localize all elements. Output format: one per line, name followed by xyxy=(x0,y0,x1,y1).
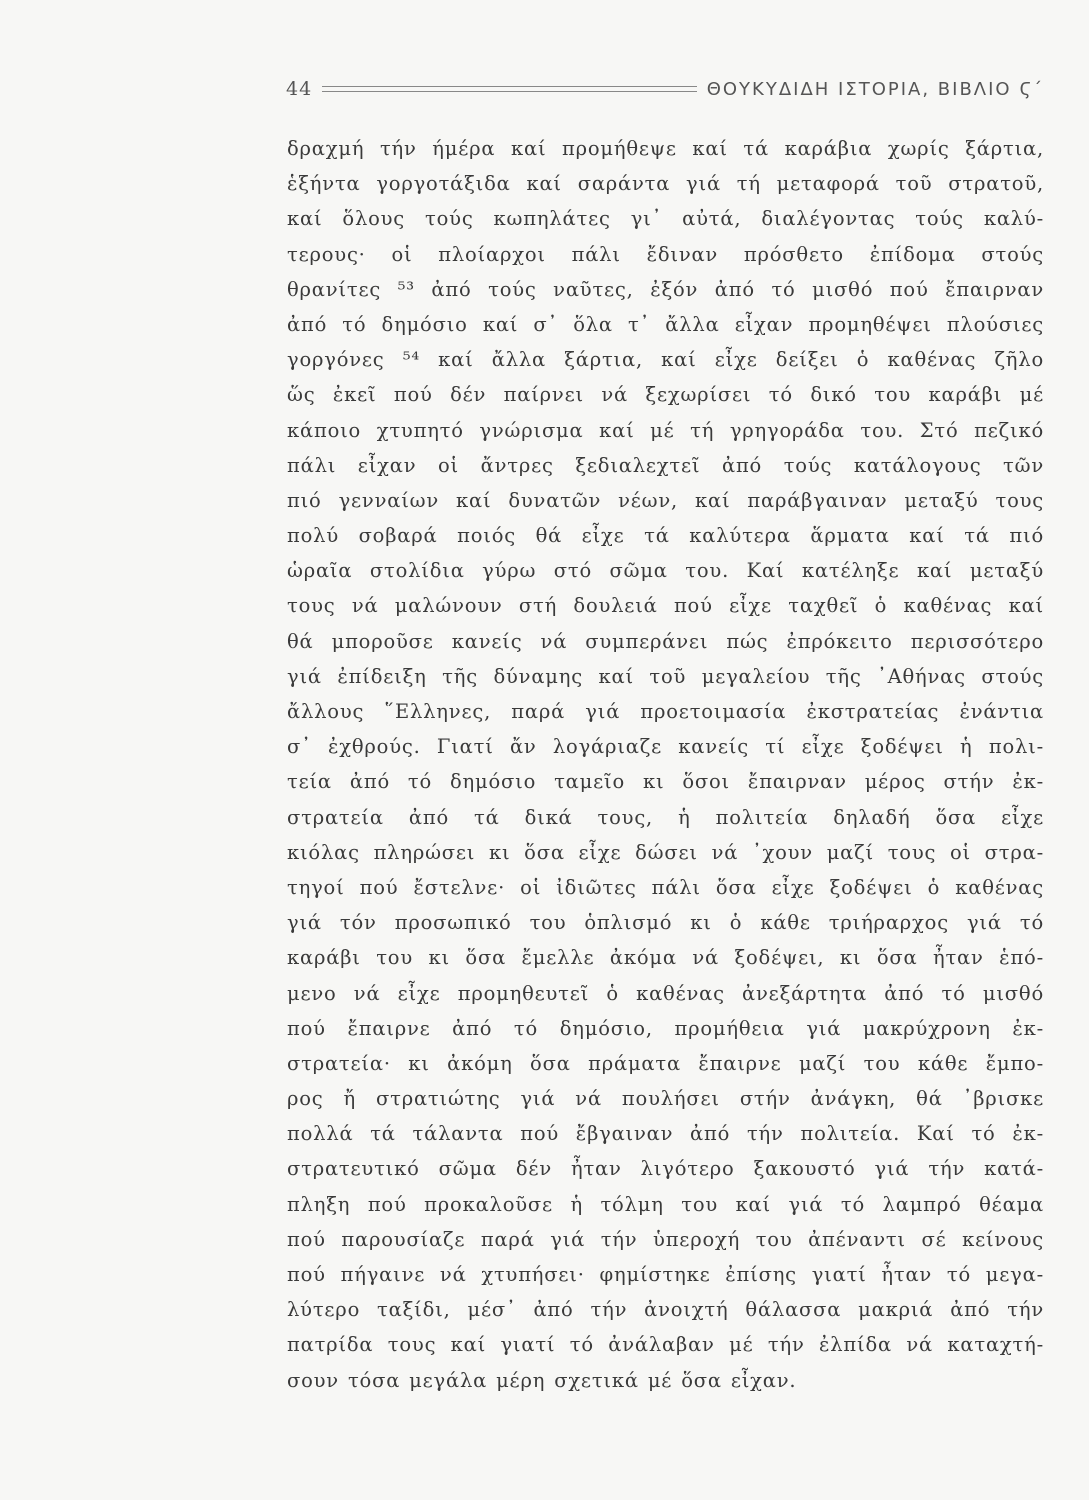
text-line: γιά ἐπίδειξη τῆς δύναμης καί τοῦ μεγαλείου τῆς ᾿Αθήνας στούς xyxy=(287,664,1044,688)
text-line: ρος ἤ στρατιώτης γιά νά πουλήσει στήν ἀνάγκη, θά ᾿βρισκε xyxy=(287,1087,1044,1111)
text-line: γιά τόν προσωπικό του ὁπλισμό κι ὁ κάθε τριήραρχος γιά τό xyxy=(287,911,1044,935)
text-line: πιό γενναίων καί δυνατῶν νέων, καί παράβγαιναν μεταξύ τους xyxy=(287,488,1044,512)
body-text xyxy=(287,131,1044,1398)
text-line: κιόλας πληρώσει κι ὅσα εἶχε δώσει νά ᾿χουν μαζί τους οἱ στρα- xyxy=(287,840,1044,864)
text-line: τους νά μαλώνουν στή δουλειά πού εἶχε ταχθεῖ ὁ καθένας καί xyxy=(287,594,1044,618)
text-line: καράβι του κι ὅσα ἔμελλε ἀκόμα νά ξοδέψει, κι ὅσα ἦταν ἑπό- xyxy=(287,946,1044,970)
text-line: στρατευτικό σῶμα δέν ἦταν λιγότερο ξακουστό γιά τήν κατά- xyxy=(287,1157,1044,1181)
page-number: 44 xyxy=(286,78,313,100)
text-line: πού πήγαινε νά χτυπήσει· φημίστηκε ἐπίσης γιατί ἦταν τό μεγα- xyxy=(287,1263,1044,1286)
text-line: πολύ σοβαρά ποιός θά εἶχε τά καλύτερα ἅρματα καί τά πιό xyxy=(287,524,1044,548)
text-line: μενο νά εἶχε προμηθευτεῖ ὁ καθένας ἀνεξάρτητα ἀπό τό μισθό xyxy=(287,981,1044,1005)
text-line: πληξη πού προκαλοῦσε ἡ τόλμη του καί γιά τό λαμπρό θέαμα xyxy=(287,1192,1044,1216)
text-line: πού παρουσίαζε παρά γιά τήν ὑπεροχή του ἀπέναντι σέ κείνους xyxy=(287,1227,1044,1251)
text-line: πολλά τά τάλαντα πού ἔβγαιναν ἀπό τήν πολιτεία. Καί τό ἐκ- xyxy=(287,1122,1044,1146)
text-line: στρατεία· κι ἀκόμη ὅσα πράματα ἔπαιρνε μαζί του κάθε ἔμπο- xyxy=(287,1051,1044,1075)
text-line: λύτερο ταξίδι, μέσ᾿ ἀπό τήν ἀνοιχτή θάλασσα μακριά ἀπό τήν xyxy=(287,1298,1044,1322)
text-line: ἑξήντα γοργοτάξιδα καί σαράντα γιά τή μεταφορά τοῦ στρατοῦ, xyxy=(287,172,1044,196)
text-line: ὡραῖα στολίδια γύρω στό σῶμα του. Καί κατέληξε καί μεταξύ xyxy=(287,559,1044,583)
text-line: καί ὅλους τούς κωπηλάτες γι᾿ αὐτά, διαλέγοντας τούς καλύ- xyxy=(287,207,1044,231)
header-rule xyxy=(322,86,697,92)
text-line: πάλι εἶχαν οἱ ἄντρες ξεδιαλεχτεῖ ἀπό τούς κατάλογους τῶν xyxy=(287,453,1044,477)
text-line: ἀπό τό δημόσιο καί σ᾿ ὅλα τ᾿ ἄλλα εἶχαν προμηθέψει πλούσιες xyxy=(287,312,1044,336)
text-line: ὥς ἐκεῖ πού δέν παίρνει νά ξεχωρίσει τό δικό του καράβι μέ xyxy=(287,383,1044,407)
text-line: τεία ἀπό τό δημόσιο ταμεῖο κι ὅσοι ἔπαιρναν μέρος στήν ἐκ- xyxy=(287,770,1044,794)
text-line: στρατεία ἀπό τά δικά τους, ἡ πολιτεία δηλαδή ὅσα εἶχε xyxy=(287,805,1044,829)
text-line: ἄλλους ῞Ελληνες, παρά γιά προετοιμασία ἐκστρατείας ἐνάντια xyxy=(287,700,1044,723)
text-line: θρανίτες ⁵³ ἀπό τούς ναῦτες, ἐξόν ἀπό τό μισθό πού ἔπαιρναν xyxy=(287,277,1044,301)
text-line: πού ἔπαιρνε ἀπό τό δημόσιο, προμήθεια γιά μακρύχρονη ἐκ- xyxy=(287,1016,1044,1040)
running-header xyxy=(286,74,1044,104)
text-line: σουν τόσα μεγάλα μέρη σχετικά μέ ὅσα εἶχαν. xyxy=(287,1368,797,1392)
text-line: πατρίδα τους καί γιατί τό ἀνάλαβαν μέ τήν ἐλπίδα νά καταχτή- xyxy=(287,1333,1044,1357)
text-line: γοργόνες ⁵⁴ καί ἄλλα ξάρτια, καί εἶχε δείξει ὁ καθένας ζῆλο xyxy=(287,348,1044,372)
text-line: τερους· οἱ πλοίαρχοι πάλι ἔδιναν πρόσθετο ἐπίδομα στούς xyxy=(287,242,1044,266)
text-line: σ᾿ ἐχθρούς. Γιατί ἄν λογάριαζε κανείς τί εἶχε ξοδέψει ἡ πολι- xyxy=(287,735,1044,759)
running-title: ΘΟΥΚΥΔΙΔΗ ΙΣΤΟΡΙΑ, ΒΙΒΛΙΟ Ϛ΄ xyxy=(706,78,1044,100)
text-line: κάποιο χτυπητό γνώρισμα καί μέ τή γρηγοράδα του. Στό πεζικό xyxy=(287,418,1044,442)
text-line: θά μποροῦσε κανείς νά συμπεράνει πώς ἐπρόκειτο περισσότερο xyxy=(287,629,1044,653)
text-line: τηγοί πού ἔστελνε· οἱ ἰδιῶτες πάλι ὅσα εἶχε ξοδέψει ὁ καθένας xyxy=(287,875,1044,899)
text-line: δραχμή τήν ήμέρα καί προμήθεψε καί τά καράβια χωρίς ξάρτια, xyxy=(287,137,1044,160)
